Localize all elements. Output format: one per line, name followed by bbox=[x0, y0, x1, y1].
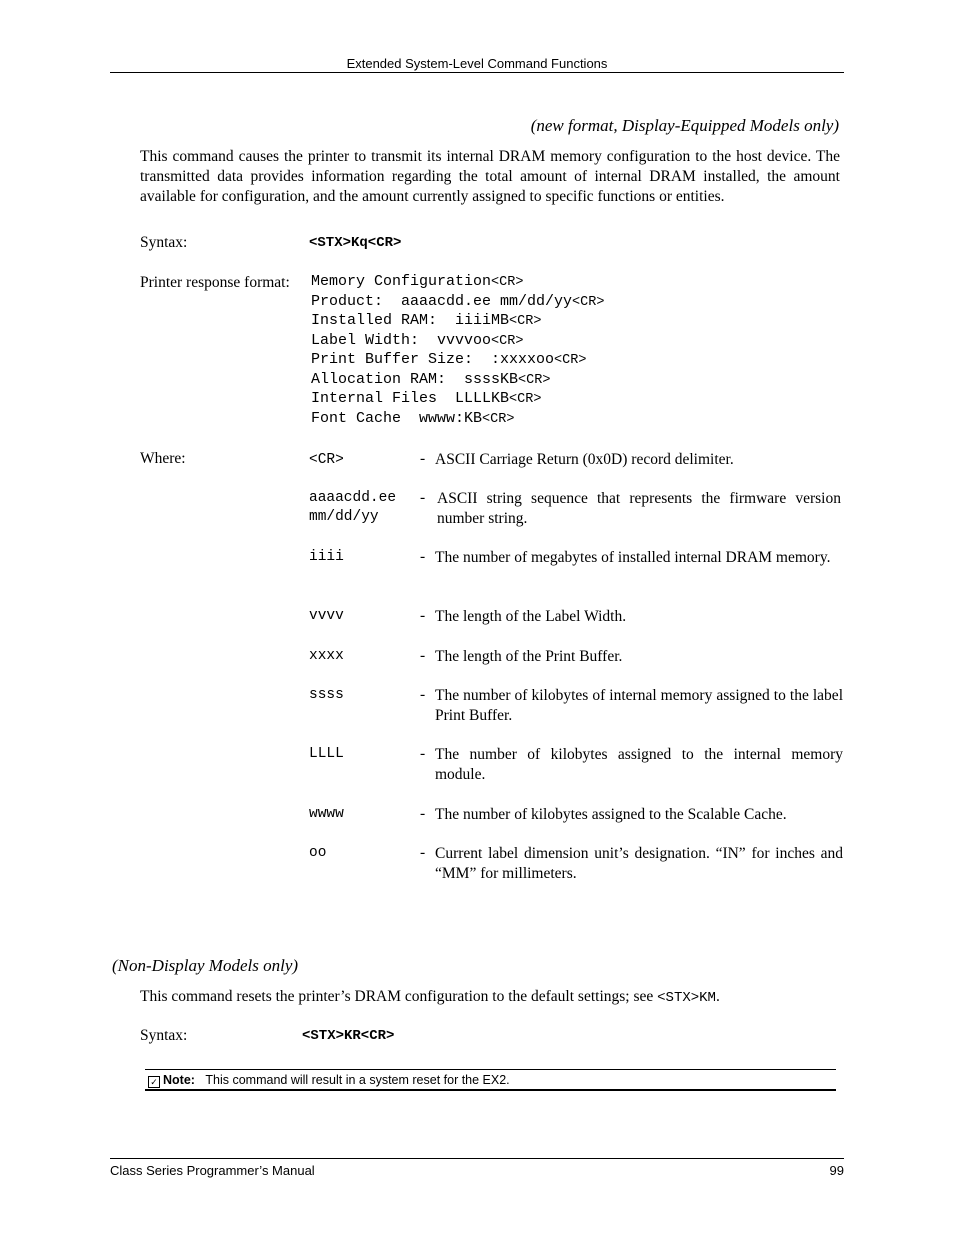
where-definition: The number of kilobytes assigned to the Scalable Cache. bbox=[435, 806, 787, 823]
where-term: iiii bbox=[309, 549, 344, 565]
where-definition: The number of megabytes of installed internal DRAM memory. bbox=[435, 549, 831, 566]
response-line-text: Product: aaaacdd.ee mm/dd/yy bbox=[311, 293, 573, 310]
response-line bbox=[311, 273, 523, 290]
where-definition: The number of kilobytes of internal memory assigned to the label Print Buffer. bbox=[435, 687, 843, 724]
where-term: <CR> bbox=[309, 452, 344, 468]
where-definition: The length of the Print Buffer. bbox=[435, 648, 623, 665]
response-line-cr: <CR> bbox=[482, 412, 515, 427]
section-title-display-models: (new format, Display-Equipped Models only) bbox=[530, 116, 839, 135]
where-term: aaaacdd.ee mm/dd/yy bbox=[309, 490, 397, 525]
response-line-text: Installed RAM: iiiiMB bbox=[311, 312, 510, 329]
where-dash: - bbox=[420, 745, 426, 762]
where-term: ssss bbox=[309, 687, 344, 703]
section-description: This command causes the printer to transmit its internal DRAM memory configuration to the host device. The transmitted data provides information regarding the total amount of internal DRAM installed, the amount available for configuration, and the amount currently assigned to specific functions or entities. bbox=[140, 148, 840, 205]
response-line-cr: <CR> bbox=[491, 334, 524, 349]
response-format-label: Printer response format: bbox=[140, 274, 290, 291]
where-term: xxxx bbox=[309, 648, 344, 664]
note-top-rule bbox=[145, 1069, 836, 1070]
where-dash: - bbox=[420, 647, 426, 664]
response-line-text: Font Cache wwww:KB bbox=[311, 410, 483, 427]
where-dash: - bbox=[420, 805, 426, 822]
syntax-value: <STX>KR<CR> bbox=[302, 1028, 395, 1044]
response-line-text: Internal Files LLLLKB bbox=[311, 390, 510, 407]
response-line-text: Print Buffer Size: :xxxxoo bbox=[311, 351, 555, 368]
where-definition: ASCII Carriage Return (0x0D) record delimiter. bbox=[435, 451, 734, 468]
where-label: Where: bbox=[140, 450, 186, 467]
description-code: <STX>KM bbox=[657, 990, 716, 1006]
page-number: 99 bbox=[829, 1163, 844, 1178]
response-line-cr: <CR> bbox=[554, 353, 587, 368]
response-line bbox=[311, 351, 586, 368]
where-definition: The number of kilobytes assigned to the internal memory module. bbox=[435, 746, 843, 783]
response-line bbox=[311, 390, 541, 407]
where-dash: - bbox=[420, 548, 426, 565]
section-title-non-display-models: (Non-Display Models only) bbox=[112, 956, 299, 975]
section2-description bbox=[140, 987, 840, 1008]
response-line-text: Memory Configuration bbox=[311, 273, 492, 290]
syntax-label: Syntax: bbox=[140, 1027, 188, 1044]
where-dash: - bbox=[420, 450, 426, 467]
response-line bbox=[311, 371, 550, 388]
description-text: This command resets the printer’s DRAM configuration to the default settings; see bbox=[140, 988, 658, 1005]
response-line-text: Label Width: vvvvoo bbox=[311, 332, 492, 349]
syntax-value: <STX>Kq<CR> bbox=[309, 235, 402, 251]
response-line-text: Allocation RAM: ssssKB bbox=[311, 371, 519, 388]
response-line-cr: <CR> bbox=[509, 392, 542, 407]
where-term: wwww bbox=[309, 806, 344, 822]
where-dash: - bbox=[420, 686, 426, 703]
note-text: This command will result in a system reset for the EX2. bbox=[205, 1073, 510, 1087]
where-definition: ASCII string sequence that represents the firmware version number string. bbox=[437, 490, 841, 527]
response-line bbox=[311, 293, 604, 310]
response-line-cr: <CR> bbox=[572, 295, 605, 310]
where-dash: - bbox=[420, 607, 426, 624]
note-box bbox=[148, 1073, 510, 1088]
where-term: vvvv bbox=[309, 608, 344, 624]
where-definition: Current label dimension unit’s designation. “IN” for inches and “MM” for millimeters. bbox=[435, 845, 843, 882]
response-line-cr: <CR> bbox=[518, 373, 551, 388]
note-bottom-rule bbox=[145, 1089, 836, 1091]
response-line-cr: <CR> bbox=[491, 275, 524, 290]
checkbox-checked-icon: ✓ bbox=[148, 1076, 160, 1088]
response-line-cr: <CR> bbox=[509, 314, 542, 329]
note-label: Note: bbox=[163, 1073, 195, 1087]
where-definition: The length of the Label Width. bbox=[435, 608, 627, 625]
where-term: LLLL bbox=[309, 746, 344, 762]
running-header: Extended System-Level Command Functions bbox=[346, 56, 608, 71]
description-punctuation: . bbox=[715, 988, 720, 1005]
where-dash: - bbox=[420, 844, 426, 861]
response-line bbox=[311, 410, 514, 427]
syntax-label: Syntax: bbox=[140, 234, 188, 251]
response-line bbox=[311, 332, 523, 349]
where-dash: - bbox=[420, 489, 426, 506]
footer-manual-title: Class Series Programmer’s Manual bbox=[110, 1163, 315, 1178]
where-term: oo bbox=[309, 845, 327, 861]
header-divider bbox=[110, 72, 844, 73]
footer-divider bbox=[110, 1158, 844, 1159]
response-line bbox=[311, 312, 541, 329]
